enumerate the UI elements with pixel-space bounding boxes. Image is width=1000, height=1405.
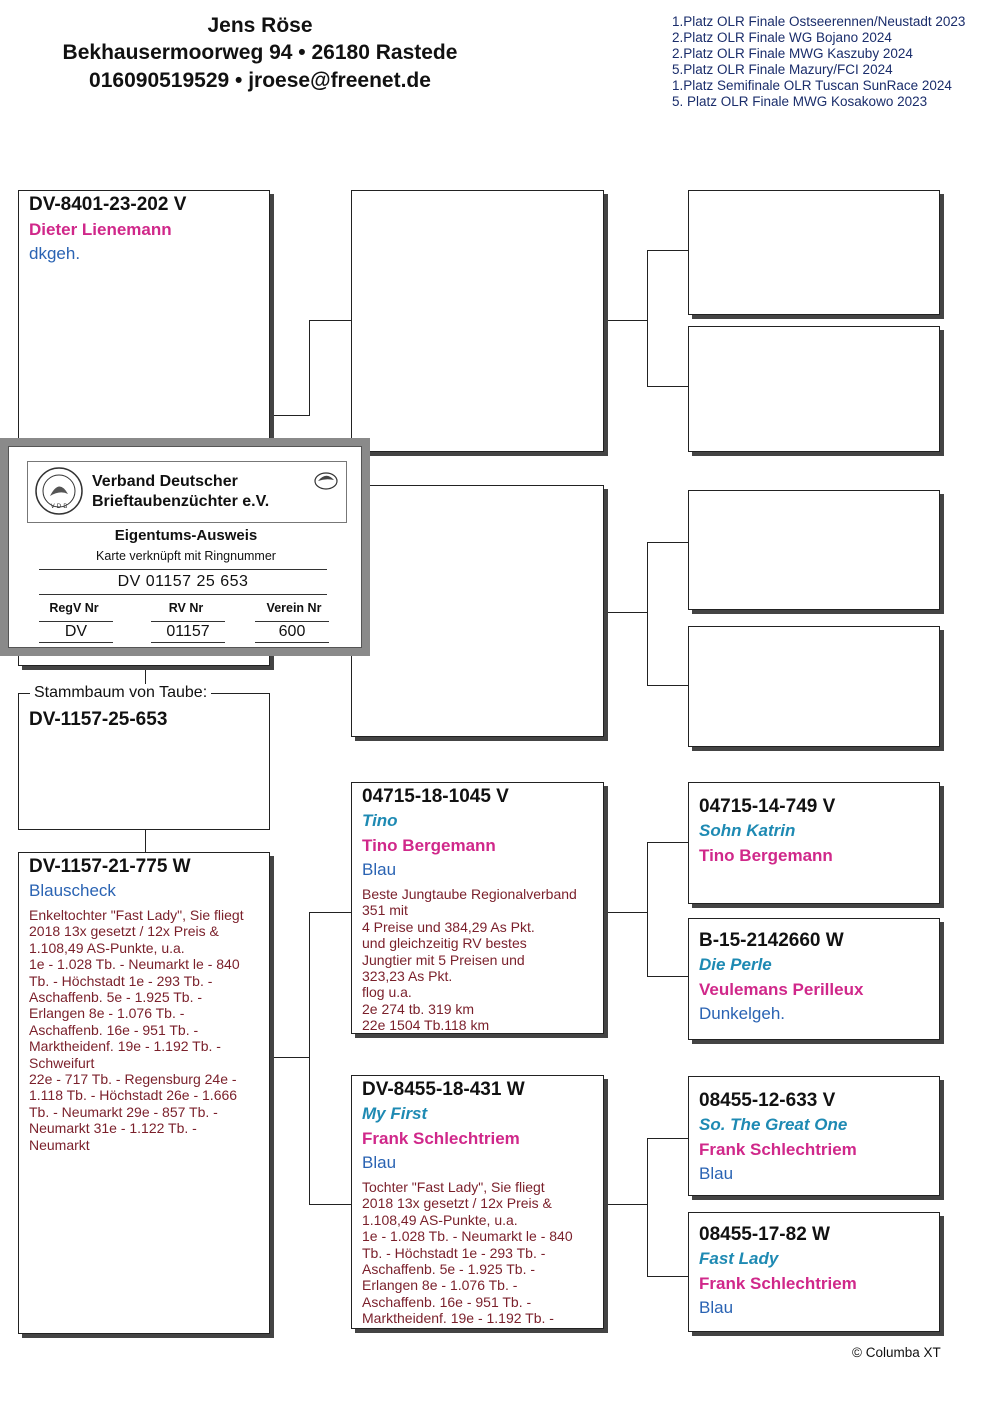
ggparent-breeder: Frank Schlechtriem [699, 1140, 857, 1159]
dam-dam-description: Tochter "Fast Lady", Sie fliegt 2018 13x gesetzt / 12x Preis & 1.108,49 AS-Punkte, u.a. 1e - 1.028 Tb. - Neumarkt le - 840 Tb. - Höchstadt 1e - 293 Tb. - Aschaffenb. 5e - 1.925 Tb. - Erlangen 8e - 1.076 Tb. - Aschaffenb. 16e - 951 Tb. - Marktheidenf. 19e - 1.192 Tb. - [362, 1179, 573, 1327]
achievements-list [672, 14, 972, 110]
sire-ring: DV-8401-23-202 V [29, 194, 187, 215]
connector-line [647, 542, 688, 543]
ggparent-ring: 08455-17-82 W [699, 1224, 830, 1245]
connector-line [309, 320, 351, 321]
connector-line [309, 912, 310, 1204]
connector-line [270, 415, 310, 416]
owner-contact: 016090519529 • jroese@freenet.de [89, 69, 431, 92]
connector-line [647, 685, 688, 686]
card-label-verein: Verein Nr [266, 601, 322, 615]
ggparent-ring: 08455-12-633 V [699, 1090, 836, 1111]
ggparent-box [688, 490, 940, 610]
card-label-rv: RV Nr [168, 601, 204, 615]
sire-color: dkgeh. [29, 244, 81, 263]
card-subtitle: Karte verknüpft mit Ringnummer [96, 549, 276, 563]
owner-name: Jens Röse [207, 14, 313, 37]
ownership-card-inner [8, 446, 362, 648]
subject-box [18, 693, 270, 830]
dam-dam-box [351, 1075, 604, 1329]
ggparent-color: Dunkelgeh. [699, 1004, 786, 1023]
subject-ring: DV-1157-25-653 [29, 709, 168, 730]
dam-dam-color: Blau [362, 1153, 397, 1172]
connector-line [647, 1138, 648, 1276]
dam-sire-breeder: Tino Bergemann [362, 836, 496, 855]
copyright: © Columba XT [852, 1345, 941, 1360]
ggparent-ring: B-15-2142660 W [699, 930, 844, 951]
connector-line [647, 842, 688, 843]
achievement-item: 1.Platz OLR Finale Ostseerennen/Neustadt 2023 [672, 14, 966, 29]
dam-color: Blauscheck [29, 881, 116, 900]
connector-line [647, 1276, 688, 1277]
ggparent-box [688, 1076, 940, 1196]
ggparent-name: So. The Great One [699, 1115, 848, 1134]
achievement-item: 5.Platz OLR Finale Mazury/FCI 2024 [672, 62, 893, 77]
dam-dam-name: My First [362, 1104, 428, 1123]
ggparent-box [688, 190, 940, 315]
association-seal-icon [34, 466, 84, 516]
connector-line [309, 320, 310, 415]
dam-dam-ring: DV-8455-18-431 W [362, 1079, 525, 1100]
dam-sire-color: Blau [362, 860, 397, 879]
dam-sire-box [351, 782, 604, 1034]
connector-line [647, 542, 648, 685]
owner-address: Bekhausermoorweg 94 • 26180 Rastede [62, 41, 458, 64]
card-value-regv: DV [39, 621, 113, 643]
ggparent-breeder: Veulemans Perilleux [699, 980, 864, 999]
ggparent-box [688, 326, 940, 452]
connector-line [647, 1138, 688, 1139]
connector-line [604, 320, 648, 321]
pigeon-logo-icon [312, 468, 340, 492]
ggparent-color: Blau [699, 1164, 734, 1183]
connector-line [647, 250, 688, 251]
svg-text:V D B: V D B [50, 503, 68, 510]
ggparent-box [688, 918, 940, 1040]
sire-dam-box [351, 485, 604, 737]
dam-ring: DV-1157-21-775 W [29, 856, 191, 877]
ggparent-box [688, 626, 940, 747]
ownership-card [0, 438, 370, 656]
card-label-regv: RegV Nr [49, 601, 99, 615]
card-title: Eigentums-Ausweis [114, 527, 258, 544]
dam-sire-ring: 04715-18-1045 V [362, 786, 509, 807]
connector-line [647, 250, 648, 386]
connector-line [309, 912, 351, 913]
connector-line [270, 1057, 310, 1058]
card-value-verein: 600 [255, 621, 329, 643]
sire-breeder: Dieter Lienemann [29, 220, 172, 239]
achievement-item: 2.Platz OLR Finale WG Bojano 2024 [672, 30, 892, 45]
dam-sire-name: Tino [362, 811, 398, 830]
ggparent-box [688, 1212, 940, 1332]
connector-line [309, 1204, 351, 1205]
ggparent-name: Sohn Katrin [699, 821, 796, 840]
card-ring-number: DV 01157 25 653 [39, 569, 327, 595]
connector-line [647, 386, 688, 387]
card-org-line1: Verband Deutscher [92, 473, 238, 490]
card-org-line2: Brieftaubenzüchter e.V. [92, 493, 270, 510]
dam-dam-breeder: Frank Schlechtriem [362, 1129, 520, 1148]
achievement-item: 1.Platz Semifinale OLR Tuscan SunRace 2024 [672, 78, 952, 93]
connector-line [604, 612, 648, 613]
subject-label: Stammbaum von Taube: [30, 684, 211, 702]
sire-sire-box [351, 190, 604, 452]
ggparent-name: Fast Lady [699, 1249, 779, 1268]
connector-line [604, 1204, 648, 1205]
ggparent-color: Blau [699, 1298, 734, 1317]
ggparent-name: Die Perle [699, 955, 772, 974]
dam-description: Enkeltochter "Fast Lady", Sie fliegt 2018 13x gesetzt / 12x Preis & 1.108,49 AS-Punkte, u.a. 1e - 1.028 Tb. - Neumarkt le - 840 Tb. - Höchstadt 1e - 293 Tb. - Aschaffenb. 5e - 1.925 Tb. - Erlangen 8e - 1.076 Tb. - Aschaffenb. 16e - 951 Tb. - Marktheidenf. 19e - 1.192 Tb. - Schweifurt 22e - 717 Tb. - Regensburg 24e - 1.118 Tb. - Höchstadt 26e - 1.666 Tb. - Neumarkt 29e - 857 Tb. - Neumarkt 31e - 1.122 Tb. - Neumarkt [29, 907, 244, 1153]
connector-line [145, 830, 146, 852]
connector-line [647, 842, 648, 976]
ggparent-ring: 04715-14-749 V [699, 796, 836, 817]
dam-box [18, 852, 270, 1334]
achievement-item: 2.Platz OLR Finale MWG Kaszuby 2024 [672, 46, 913, 61]
breeder-header [40, 12, 480, 95]
ggparent-breeder: Frank Schlechtriem [699, 1274, 857, 1293]
ggparent-box [688, 782, 940, 904]
card-header [27, 461, 347, 523]
achievement-item: 5. Platz OLR Finale MWG Kosakowo 2023 [672, 94, 928, 109]
card-org-name [92, 472, 269, 512]
connector-line [604, 912, 648, 913]
card-value-rv: 01157 [151, 621, 225, 643]
ggparent-breeder: Tino Bergemann [699, 846, 833, 865]
connector-line [647, 976, 688, 977]
dam-sire-description: Beste Jungtaube Regionalverband 351 mit 4 Preise und 384,29 As Pkt. und gleichzeitig RV bestes Jungtier mit 5 Preisen und 323,23 As Pkt. flog u.a. 2e 274 tb. 319 km 22e 1504 Tb.118 km [362, 886, 577, 1034]
